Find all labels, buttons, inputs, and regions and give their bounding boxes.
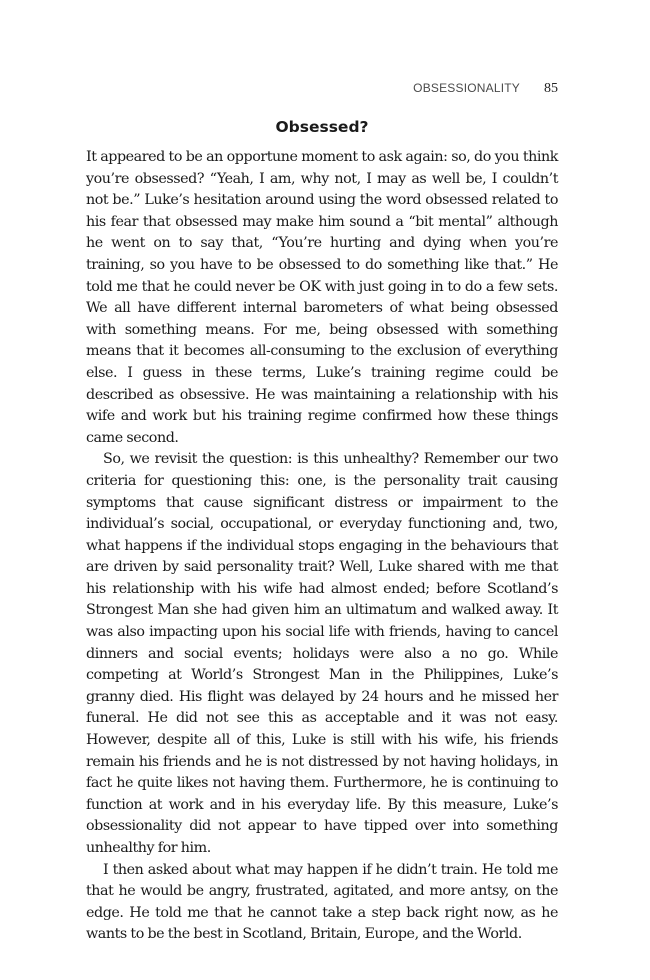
paragraph: I then asked about what may happen if he didn’t train. He told me that he would be angry, frustrated, agitated, and more antsy, on the edge. He told me that he cannot take a step back right now, as he wants to be the best in Scotland, Britain, Europe, and the World. [86, 861, 558, 943]
running-title: OBSESSIONALITY [413, 81, 520, 95]
section-heading: Obsessed? [275, 118, 369, 136]
page-number: 85 [544, 81, 558, 96]
running-header [413, 81, 558, 97]
body-text [86, 147, 558, 946]
paragraph: So, we revisit the question: is this unhealthy? Remember our two criteria for questioning this: one, is the personality trait causing symptoms that cause significant distress or impairment to the individual’s social, occupational, or everyday functioning and, two, what happens if the individual stops engaging in the behaviours that are driven by said personality trait? Well, Luke shared with me that his relationship with his wife had almost ended; before Scotland’s Strongest Man she had given him an ultimatum and walked away. It was also impacting upon his social life with friends, having to cancel dinners and social events; holidays were also a no go. While competing at World’s Strongest Man in the Philippines, Luke’s granny died. His flight was delayed by 24 hours and he missed her funeral. He did not see this as acceptable and it was not easy. However, despite all of this, Luke is still with his wife, his friends remain his friends and he is not distressed by not having holidays, in fact he quite likes not having them. Furthermore, he is continuing to function at work and in his everyday life. By this measure, Luke’s obsessionality did not appear to have tipped over into something unhealthy for him. [86, 451, 558, 856]
paragraph: It appeared to be an opportune moment to ask again: so, do you think you’re obsessed? “Yeah, I am, why not, I may as well be, I couldn’t not be.” Luke’s hesitation around using the word obsessed related to his fear that obsessed may make him sound a “bit mental” although he went on to say that, “You’re hurting and dying when you’re training, so you have to be obsessed to do something like that.” He told me that he could never be OK with just going in to do a few sets. We all have different internal barometers of what being obsessed with something means. For me, being obsessed with something means that it becomes all-consuming to the exclusion of everything else. I guess in these terms, Luke’s training regime could be described as obsessive. He was maintaining a relationship with his wife and work but his training regime confirmed how these things came second. [86, 149, 558, 446]
